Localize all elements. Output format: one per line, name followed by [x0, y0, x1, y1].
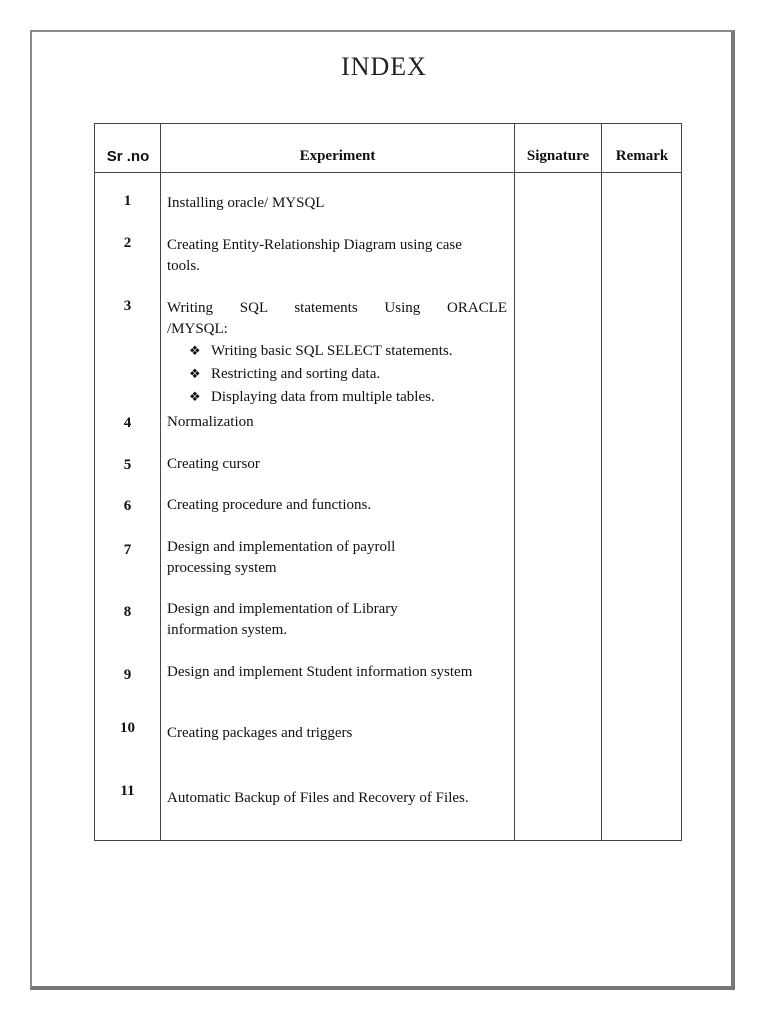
- sr-number: 4: [123, 415, 132, 431]
- bullet-list: [189, 341, 509, 410]
- bullet-text: Writing basic SQL SELECT statements.: [211, 343, 453, 359]
- diamond-bullet-icon: ❖: [189, 390, 201, 405]
- bullet-item: [189, 341, 509, 364]
- experiment-text: Writing SQL statements Using ORACLE: [167, 300, 507, 316]
- header-remark: Remark: [615, 148, 669, 164]
- experiment-text: Design and implementation of Library information system.: [167, 601, 398, 638]
- experiment-text: Creating Entity-Relationship Diagram using case tools.: [167, 237, 462, 274]
- experiment-text-continued: /MYSQL:: [167, 321, 228, 337]
- experiment-text: Creating procedure and functions.: [167, 497, 372, 513]
- sr-number: 8: [123, 604, 132, 620]
- bullet-item: [189, 364, 509, 387]
- bullet-text: Restricting and sorting data.: [211, 366, 381, 382]
- header-signature: Signature: [526, 148, 590, 164]
- experiment-text: Creating cursor: [167, 456, 260, 472]
- header-experiment: Experiment: [299, 148, 376, 164]
- experiment-text: Automatic Backup of Files and Recovery of Files.: [167, 790, 469, 806]
- bullet-item: [189, 387, 509, 410]
- column-divider: [601, 124, 602, 840]
- diamond-bullet-icon: ❖: [189, 367, 201, 382]
- index-table: [94, 123, 682, 841]
- sr-number: 6: [123, 498, 132, 514]
- experiment-text: Installing oracle/ MYSQL: [167, 195, 325, 211]
- sr-number: 5: [123, 457, 132, 473]
- experiment-text: Creating packages and triggers: [167, 725, 353, 741]
- column-divider: [514, 124, 515, 840]
- header-sr-no: Sr .no: [106, 148, 150, 165]
- bullet-text: Displaying data from multiple tables.: [211, 389, 435, 405]
- header-divider: [95, 172, 681, 173]
- sr-number: 3: [123, 298, 132, 314]
- sr-number: 11: [120, 783, 135, 799]
- page-title: INDEX: [341, 52, 427, 81]
- experiment-text: Design and implement Student information system: [167, 664, 473, 680]
- sr-number: 10: [120, 720, 135, 736]
- experiment-text: Normalization: [167, 414, 254, 430]
- diamond-bullet-icon: ❖: [189, 344, 201, 359]
- sr-number: 1: [123, 193, 132, 209]
- column-divider: [160, 124, 161, 840]
- sr-number: 9: [123, 667, 132, 683]
- sr-number: 2: [123, 235, 132, 251]
- sr-number: 7: [123, 542, 132, 558]
- experiment-text: Design and implementation of payroll processing system: [167, 539, 396, 576]
